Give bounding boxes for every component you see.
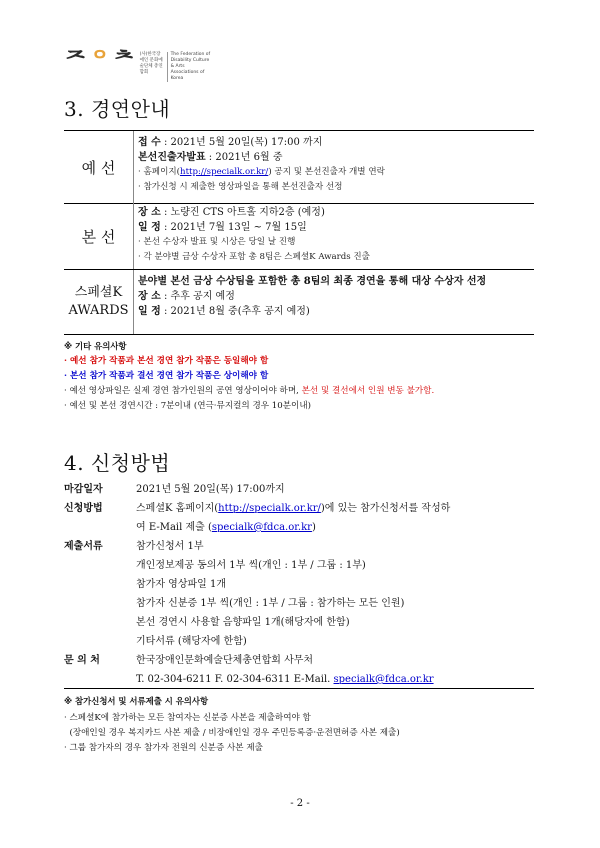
doc-item: 본선 경연시 사용할 음향파일 1개(해당자에 한함) — [136, 617, 350, 628]
page-number: - 2 - — [290, 798, 310, 809]
submission-cautions — [64, 694, 534, 756]
application-info — [64, 480, 534, 689]
caution-item: · 그룹 참가자의 경우 참가자 전원의 신분증 사본 제출 — [64, 743, 263, 753]
section-3-title: 3. 경연안내 — [64, 97, 171, 121]
prelim-sub1-pre: · 홈페이지( — [138, 167, 181, 177]
prelim-key-2: 본선진출자발표 — [138, 152, 206, 163]
note-1: · 예선 참가 작품과 본선 경연 참가 작품은 동일해야 함 — [64, 356, 269, 366]
caution-item: · 스페셜K에 참가하는 모든 참여자는 신분증 사본을 제출하여야 함 — [64, 713, 311, 723]
method-line2-post: ) — [311, 522, 316, 533]
final-sub2: · 각 분야별 금상 수상자 포함 총 8팀은 스페셜K Awards 진출 — [138, 252, 370, 262]
deadline-label: 마감일자 — [64, 484, 103, 495]
divider — [64, 688, 534, 689]
awards-label — [64, 270, 134, 334]
awards-block — [64, 270, 534, 335]
final-key-2: 일 정 — [138, 222, 161, 233]
awards-label-line2: AWARDS — [68, 303, 129, 318]
final-block — [64, 203, 534, 270]
final-value-2: : 2021년 7월 13일 ~ 7월 15일 — [160, 222, 307, 233]
prelim-value-1: : 2021년 5월 20일(목) 17:00 까지 — [160, 137, 323, 148]
awards-label-line1: 스페셜K — [74, 285, 123, 300]
final-value-1: : 노량진 CTS 아트홀 지하2층 (예정) — [160, 207, 325, 218]
doc-item: 개인정보제공 동의서 1부 씩(개인 : 1부 / 그룹 : 1부) — [136, 560, 366, 571]
homepage-link[interactable]: http://specialk.or.kr/ — [180, 167, 269, 177]
caution-item: (장애인일 경우 복지카드 사본 제출 / 비장애인일 경우 주민등록증·운전면허증 사본 제출) — [64, 728, 400, 738]
caution-header: ※ 참가신청서 및 서류제출 시 유의사항 — [64, 696, 209, 706]
method-line1-pre: 스페셜K 홈페이지( — [136, 503, 219, 514]
note-4: · 예선 및 본선 경연시간 : 7분이내 (연극·뮤지컬의 경우 10분이내) — [64, 401, 311, 411]
awards-value-2: : 2021년 8월 중(추후 공지 예정) — [160, 306, 310, 317]
note-3-red: 본선 및 결선에서 인원 변동 불가함. — [301, 386, 435, 396]
awards-key-1: 장 소 — [138, 291, 161, 302]
final-label: 본 선 — [64, 203, 134, 269]
contact-line2-pre: T. 02-304-6211 F. 02-304-6311 E-Mail. — [136, 674, 334, 685]
awards-key-2: 일 정 — [138, 306, 161, 317]
prelim-sub1-post: ) 공지 및 본선진출자 개별 연락 — [268, 167, 385, 177]
doc-item: 참가자 신분증 1부 씩(개인 : 1부 / 그룹 : 참가하는 모든 인원) — [136, 598, 405, 609]
logo-english-text: The Federation of Disability Culture & Arts Associations of Korea — [167, 52, 211, 82]
note-3-pre: · 예선 영상파일은 실제 경연 참가인원의 공연 영상이어야 하며, — [64, 386, 302, 396]
docs-label: 제출서류 — [64, 541, 103, 552]
logo-korean-text: (사)한국장애인 문화예술단체 총연합회 — [139, 52, 163, 75]
prelim-block — [64, 130, 534, 204]
logo — [64, 48, 211, 82]
contact-email-link[interactable]: specialk@fdca.or.kr — [333, 674, 434, 685]
other-notes — [64, 339, 534, 414]
method-line1-post: )에 있는 참가신청서를 작성하 — [320, 503, 451, 514]
prelim-label: 예 선 — [64, 131, 134, 203]
notes-header: ※ 기타 유의사항 — [64, 341, 127, 351]
method-email-link[interactable]: specialk@fdca.or.kr — [211, 522, 312, 533]
doc-item: 참가자 영상파일 1개 — [136, 579, 226, 590]
contact-label: 문 의 처 — [64, 655, 100, 666]
method-label: 신청방법 — [64, 503, 103, 514]
method-line2-pre: 여 E-Mail 제출 ( — [136, 522, 212, 533]
section-4-title: 4. 신청방법 — [64, 451, 171, 475]
note-2: · 본선 참가 작품과 결선 경연 참가 작품은 상이해야 함 — [64, 371, 269, 381]
final-key-1: 장 소 — [138, 207, 161, 218]
prelim-value-2: : 2021년 6월 중 — [205, 152, 283, 163]
awards-head: 분야별 본선 금상 수상팀을 포함한 총 8팀의 최종 경연을 통해 대상 수상자 선정 — [138, 276, 487, 287]
deadline-value: 2021년 5월 20일(목) 17:00까지 — [136, 484, 285, 495]
doc-item: 기타서류 (해당자에 한함) — [136, 636, 247, 647]
contact-line1: 한국장애인문화예술단체총연합회 사무처 — [136, 655, 314, 666]
prelim-sub2: · 참가신청 시 제출한 영상파일을 통해 본선진출자 선정 — [138, 182, 343, 192]
method-homepage-link[interactable]: http://specialk.or.kr/ — [218, 503, 321, 514]
final-sub1: · 본선 수상자 발표 및 시상은 당일 날 진행 — [138, 237, 296, 247]
logo-mark: ᄌᄋᄎ — [64, 48, 137, 76]
doc-item: 참가신청서 1부 — [136, 541, 204, 552]
awards-value-1: : 추후 공지 예정 — [160, 291, 235, 302]
prelim-key-1: 접 수 — [138, 137, 161, 148]
